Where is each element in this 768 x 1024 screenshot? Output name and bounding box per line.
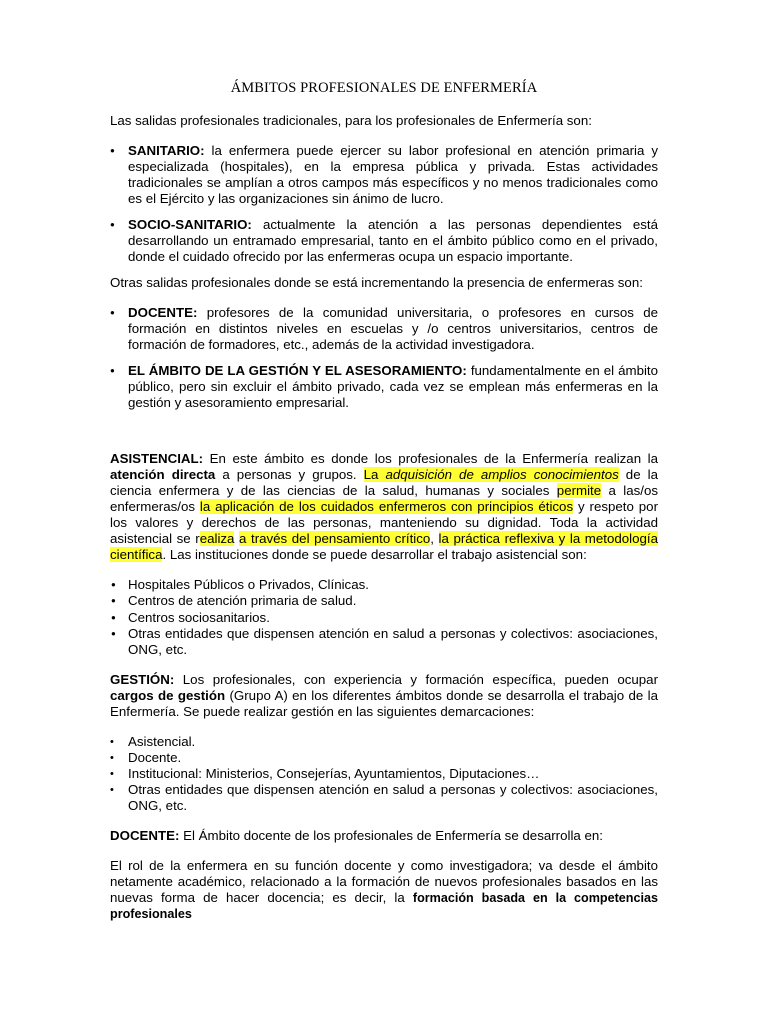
list-item: ● Hospitales Públicos o Privados, Clínicas. bbox=[110, 577, 658, 593]
text-run: El rol de la enfermera en su función docente y como investigadora; va desde el ámbito netamente académico, relacionado a la formación de nuevos profesionales basados en las nuevas forma de hacer docencia; es decir, la bbox=[110, 858, 658, 906]
italic-run: adquisición de amplios conocimientos bbox=[385, 467, 619, 482]
highlight-run: a través del pensamiento crítico bbox=[239, 531, 431, 546]
section-label: GESTIÓN: bbox=[110, 672, 175, 688]
item-text: fundamentalmente en el ámbito público, pero sin excluir el ámbito privado, cada vez se emplean más enfermeras en la gestión y asesoramiento empresarial. bbox=[128, 363, 659, 410]
highlight-run: la aplicación de los cuidados enfermeros con principios éticos bbox=[199, 499, 574, 514]
bold-run: atención directa bbox=[110, 467, 216, 482]
text-run: Los profesionales, con experiencia y formación específica, pueden ocupar bbox=[174, 672, 658, 688]
highlight-run: ealiza bbox=[199, 531, 235, 546]
text-run: (Grupo A) en los diferentes ámbitos donde se desarrolla el trabajo de la Enfermería. Se puede realizar gestión en las siguientes demarcaciones: bbox=[110, 688, 658, 720]
list-item: • Asistencial. bbox=[110, 734, 658, 750]
asistencial-paragraph bbox=[110, 451, 658, 563]
text-run: y respeto por los valores y derechos de las personas, manteniendo su dignidad. Toda la actividad asistencial se r bbox=[110, 499, 658, 546]
text-run: , bbox=[430, 531, 439, 546]
intro-paragraph: Las salidas profesionales tradicionales, para los profesionales de Enfermería son: bbox=[110, 113, 592, 128]
docente-role-paragraph bbox=[110, 858, 658, 922]
list-item bbox=[110, 143, 658, 207]
text-run: En este ámbito es donde los profesionales de la Enfermería realizan la bbox=[203, 451, 658, 466]
section-label: ASISTENCIAL: bbox=[110, 451, 204, 466]
text-run: a personas y grupos. bbox=[215, 467, 364, 482]
text-run: de la ciencia enfermera y de las ciencias de la salud, humanas y sociales bbox=[110, 467, 658, 498]
page-title: ÁMBITOS PROFESIONALES DE ENFERMERÍA bbox=[230, 80, 538, 96]
text-run: El Ámbito docente de los profesionales de Enfermería se desarrolla en: bbox=[179, 828, 603, 844]
item-label: DOCENTE: bbox=[128, 305, 198, 320]
docente-paragraph bbox=[110, 828, 658, 844]
list-item bbox=[110, 217, 658, 265]
text-run: . Las instituciones donde se puede desarrollar el trabajo asistencial son: bbox=[162, 547, 587, 562]
list-item: • Otras entidades que dispensen atención en salud a personas y colectivos: asociaciones, ONG, etc. bbox=[110, 782, 658, 814]
traditional-list bbox=[110, 143, 658, 265]
text-run: La bbox=[363, 467, 386, 482]
list-item: • Docente. bbox=[110, 750, 658, 766]
list-item: ● Otras entidades que dispensen atención en salud a personas y colectivos: asociaciones, ONG, etc. bbox=[110, 626, 658, 659]
item-text: actualmente la atención a las personas dependientes está desarrollando un entramado empresarial, tanto en el ámbito público como en el privado, donde el cuidado ofrecido por las enfermeras ocupa un espacio importante. bbox=[128, 217, 658, 264]
bold-run: cargos de gestión bbox=[110, 688, 226, 704]
gestion-list bbox=[110, 734, 658, 814]
list-item: • Institucional: Ministerios, Consejerías, Ayuntamientos, Diputaciones… bbox=[110, 766, 658, 782]
item-label: EL ÁMBITO DE LA GESTIÓN Y EL ASESORAMIENTO: bbox=[128, 363, 467, 378]
section-label: DOCENTE: bbox=[110, 828, 180, 844]
text-run: a las/os enfermeras/os bbox=[110, 483, 658, 514]
list-item bbox=[110, 363, 658, 411]
item-text: la enfermera puede ejercer su labor profesional en atención primaria y especializada (hospitales), en la empresa pública y privada. Estas actividades tradicionales se amplían a otros campos más específicos y no menos tradicionales como es el Ejército y las organizaciones sin ánimo de lucro. bbox=[128, 143, 658, 206]
asistencial-list bbox=[110, 577, 658, 658]
list-item: ● Centros de atención primaria de salud. bbox=[110, 593, 658, 609]
bold-run: formación basada en la competencias profesionales bbox=[110, 891, 658, 922]
highlight-run: la práctica reflexiva y la metodología científica bbox=[110, 531, 658, 562]
list-item bbox=[110, 305, 658, 353]
list-item: ● Centros sociosanitarios. bbox=[110, 610, 658, 626]
item-label: SOCIO-SANITARIO: bbox=[128, 217, 252, 232]
highlight-run: permite bbox=[556, 483, 602, 498]
other-intro-paragraph: Otras salidas profesionales donde se está incrementando la presencia de enfermeras son: bbox=[110, 275, 643, 290]
item-text: profesores de la comunidad universitaria, o profesores en cursos de formación en distintos niveles en escuelas y /o centros universitarios, centros de formación de formadores, etc., además de la actividad investigadora. bbox=[128, 305, 658, 352]
gestion-paragraph bbox=[110, 672, 658, 720]
highlight-run bbox=[364, 467, 619, 482]
item-label: SANITARIO: bbox=[128, 143, 205, 158]
other-list bbox=[110, 305, 658, 411]
